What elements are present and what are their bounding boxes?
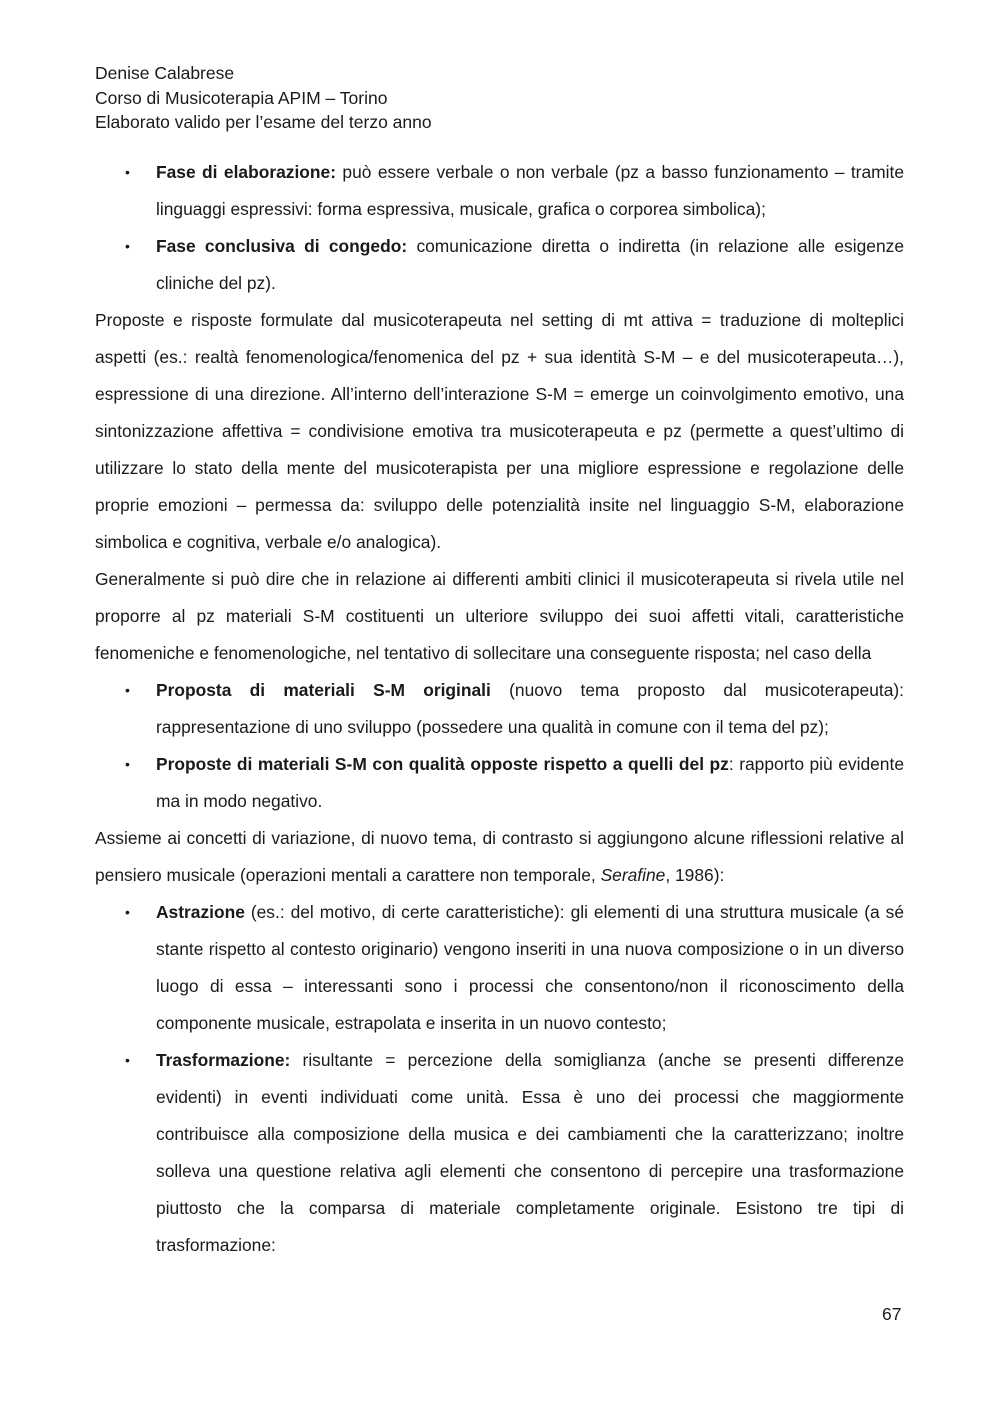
- list-item: [125, 1042, 904, 1264]
- list-item-term: Fase di elaborazione:: [156, 162, 337, 182]
- paragraph: Generalmente si può dire che in relazione ai differenti ambiti clinici il musicoterapeuta si rivela utile nel proporre al pz materiali S-M costituenti un ulteriore sviluppo dei suoi affetti vitali, caratteristiche fenomeniche e fenomenologiche, nel tentativo di sollecitare una conseguente risposta; nel caso della: [95, 569, 904, 663]
- paragraph: [95, 820, 904, 894]
- list-item-term: Proposta di materiali S-M originali: [156, 680, 491, 700]
- bullet-icon: •: [125, 904, 130, 920]
- page-header: [95, 61, 432, 135]
- bullet-icon: •: [125, 238, 130, 254]
- bullet-icon: •: [125, 164, 130, 180]
- list-item-text: : rapporto più evidente ma in modo negativo.: [156, 754, 904, 811]
- list-item-term: Trasformazione:: [156, 1050, 291, 1070]
- list-item: [125, 894, 904, 1042]
- list-item-term: Fase conclusiva di congedo:: [156, 236, 408, 256]
- list-item-term: Proposte di materiali S-M con qualità opposte rispetto a quelli del pz: [156, 754, 729, 774]
- list-item: [125, 154, 904, 228]
- citation-author: Serafine: [600, 865, 666, 885]
- phases-list: [95, 154, 904, 302]
- list-item: [125, 672, 904, 746]
- header-author: Denise Calabrese: [95, 63, 235, 83]
- list-item-text: comunicazione diretta o indiretta (in relazione alle esigenze cliniche del pz).: [156, 236, 904, 293]
- list-item-text: (es.: del motivo, di certe caratteristiche): gli elementi di una struttura musicale (a sé stante rispetto al contesto originario) vengono inseriti in una nuova composizione o in un diverso luogo di essa – interessanti sono i processi che consentono/non il riconoscimento della componente musicale, estrapolata e inserita in un nuovo contesto;: [156, 902, 904, 1033]
- page-number: 67: [882, 1304, 902, 1324]
- bullet-icon: •: [125, 682, 130, 698]
- header-note: Elaborato valido per l’esame del terzo anno: [95, 112, 432, 132]
- document-body: [95, 154, 904, 1264]
- bullet-icon: •: [125, 756, 130, 772]
- list-item-text: può essere verbale o non verbale (pz a basso funzionamento – tramite linguaggi espressivi: forma espressiva, musicale, grafica o corporea simbolica);: [156, 162, 904, 219]
- materials-list: [95, 672, 904, 820]
- list-item: [125, 228, 904, 302]
- bullet-icon: •: [125, 1052, 130, 1068]
- operations-list: [95, 894, 904, 1264]
- list-item-text: risultante = percezione della somiglianza (anche se presenti differenze evidenti) in eventi individuati come unità. Essa è uno dei processi che maggiormente contribuisce alla composizione della musica e dei cambiamenti che la caratterizzano; inoltre solleva una questione relativa agli elementi che consentono di percepire una trasformazione piuttosto che la comparsa di materiale completamente originale. Esistono tre tipi di trasformazione:: [156, 1050, 904, 1255]
- paragraph: Proposte e risposte formulate dal musicoterapeuta nel setting di mt attiva = traduzione di molteplici aspetti (es.: realtà fenomenologica/fenomenica del pz + sua identità S-M – e del musicoterapeuta…), espressione di una direzione. All’interno dell’interazione S-M = emerge un coinvolgimento emotivo, una sintonizzazione affettiva = condivisione emotiva tra musicoterapeuta e pz (permette a quest’ultimo di utilizzare lo stato della mente del musicoterapista per una migliore espressione e regolazione delle proprie emozioni – permessa da: sviluppo delle potenzialità insite nel linguaggio S-M, elaborazione simbolica e cognitiva, verbale e/o analogica).: [95, 310, 904, 552]
- paragraph-text: , 1986):: [665, 865, 725, 885]
- paragraph-text: Assieme ai concetti di variazione, di nuovo tema, di contrasto si aggiungono alcune riflessioni relative al pensiero musicale (operazioni mentali a carattere non temporale,: [95, 828, 904, 885]
- list-item: [125, 746, 904, 820]
- list-item-text: (nuovo tema proposto dal musicoterapeuta): rappresentazione di uno sviluppo (possedere una qualità in comune con il tema del pz);: [156, 680, 904, 737]
- list-item-term: Astrazione: [156, 902, 245, 922]
- header-course: Corso di Musicoterapia APIM – Torino: [95, 87, 388, 108]
